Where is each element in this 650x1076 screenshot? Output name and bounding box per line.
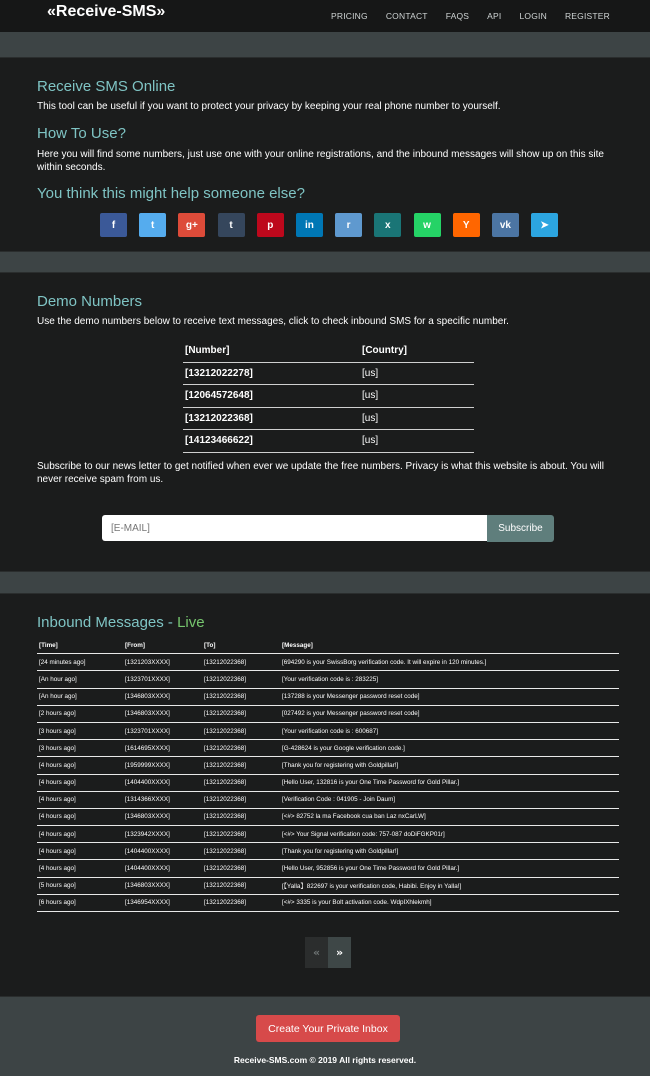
message-to: [13212022368] xyxy=(202,740,280,757)
table-row xyxy=(37,774,619,791)
navbar xyxy=(0,0,650,32)
message-from: [1323701XXXX] xyxy=(123,671,202,688)
table-row xyxy=(37,740,619,757)
table-row xyxy=(37,860,619,877)
message-time: [An hour ago] xyxy=(37,671,123,688)
message-time: [5 hours ago] xyxy=(37,877,123,894)
next-page-button[interactable]: » xyxy=(328,937,351,968)
message-from: [1404400XXXX] xyxy=(123,774,202,791)
hacker-news-icon: Y xyxy=(462,219,470,231)
header-number: [Number] xyxy=(183,340,360,362)
table-row[interactable] xyxy=(183,362,474,385)
whatsapp-icon: w xyxy=(423,219,431,231)
message-text: [027492 is your Messenger password reset code] xyxy=(280,705,619,722)
message-time: [An hour ago] xyxy=(37,688,123,705)
inbound-title xyxy=(37,614,205,631)
message-time: [4 hours ago] xyxy=(37,826,123,843)
message-text: [694290 is your SwissBorg verification code. It will expire in 120 minutes.] xyxy=(280,654,619,671)
table-row xyxy=(37,808,619,825)
nav-register-link[interactable]: REGISTER xyxy=(564,11,610,21)
table-row xyxy=(37,722,619,739)
demo-panel xyxy=(0,272,650,572)
google-plus-icon: g+ xyxy=(185,219,198,231)
table-row xyxy=(37,757,619,774)
inbound-title-text: Inbound Messages - xyxy=(37,614,178,631)
intro-panel xyxy=(0,57,650,252)
table-header-row xyxy=(37,637,619,654)
message-time: [6 hours ago] xyxy=(37,894,123,911)
twitter-icon: t xyxy=(151,219,155,231)
vk-icon: vk xyxy=(499,219,511,231)
message-time: [2 hours ago] xyxy=(37,705,123,722)
demo-country: [us] xyxy=(360,430,474,453)
newsletter-text: Subscribe to our news letter to get notified when ever we update the free numbers. Privacy is what this website is about. You will never receive spam from us. xyxy=(37,461,604,485)
table-row xyxy=(37,894,619,911)
how-to-title: How To Use? xyxy=(37,125,126,142)
inbound-panel xyxy=(0,593,650,997)
pinterest-icon: p xyxy=(267,219,274,231)
share-buttons xyxy=(100,213,570,237)
message-time: [4 hours ago] xyxy=(37,860,123,877)
message-text: [Thank you for registering with Goldpillar!] xyxy=(280,843,619,860)
header-time: [Time] xyxy=(37,637,123,654)
hacker-news-share-button[interactable] xyxy=(453,213,480,237)
message-from: [1314366XXXX] xyxy=(123,791,202,808)
demo-title: Demo Numbers xyxy=(37,293,143,310)
message-to: [13212022368] xyxy=(202,671,280,688)
header-country: [Country] xyxy=(360,340,474,362)
linkedin-icon: in xyxy=(304,219,314,231)
table-row xyxy=(37,705,619,722)
table-row xyxy=(37,877,619,894)
demo-number[interactable]: [14123466622] xyxy=(183,430,360,453)
message-time: [4 hours ago] xyxy=(37,757,123,774)
message-to: [13212022368] xyxy=(202,722,280,739)
message-from: [1614695XXXX] xyxy=(123,740,202,757)
message-to: [13212022368] xyxy=(202,774,280,791)
whatsapp-share-button[interactable] xyxy=(414,213,441,237)
message-to: [13212022368] xyxy=(202,705,280,722)
demo-number[interactable]: [12064572648] xyxy=(183,385,360,408)
vk-share-button[interactable] xyxy=(492,213,519,237)
table-row xyxy=(37,654,619,671)
footer-copyright: Receive-SMS.com © 2019 All rights reserved. xyxy=(233,1055,417,1065)
table-row[interactable] xyxy=(183,430,474,453)
table-row xyxy=(37,671,619,688)
pinterest-share-button[interactable] xyxy=(257,213,284,237)
table-row[interactable] xyxy=(183,385,474,408)
header-message: [Message] xyxy=(280,637,619,654)
twitter-share-button[interactable] xyxy=(139,213,166,237)
message-from: [1959999XXXX] xyxy=(123,757,202,774)
message-time: [3 hours ago] xyxy=(37,722,123,739)
message-from: [1346954XXXX] xyxy=(123,894,202,911)
nav-login-link[interactable]: LOGIN xyxy=(519,11,547,21)
message-to: [13212022368] xyxy=(202,791,280,808)
message-time: [24 minutes ago] xyxy=(37,654,123,671)
message-time: [3 hours ago] xyxy=(37,740,123,757)
pagination xyxy=(305,937,351,968)
demo-number[interactable]: [13212022278] xyxy=(183,362,360,385)
xing-icon: x xyxy=(385,219,391,231)
message-to: [13212022368] xyxy=(202,843,280,860)
table-header-row xyxy=(183,340,474,362)
message-to: [13212022368] xyxy=(202,688,280,705)
nav-api-link[interactable]: API xyxy=(487,11,502,21)
message-text: [Your verification code is : 283225] xyxy=(280,671,619,688)
table-row xyxy=(37,826,619,843)
message-text: [<#> Your Signal verification code: 757-087 doDiFGKP01r] xyxy=(280,826,619,843)
message-to: [13212022368] xyxy=(202,826,280,843)
nav-links xyxy=(313,11,610,21)
nav-pricing-link[interactable]: PRICING xyxy=(331,11,368,21)
message-from: [1346803XXXX] xyxy=(123,705,202,722)
demo-country: [us] xyxy=(360,407,474,430)
email-input[interactable] xyxy=(102,515,487,541)
message-text: [G-428624 is your Google verification code.] xyxy=(280,740,619,757)
demo-number[interactable]: [13212022368] xyxy=(183,407,360,430)
telegram-share-button[interactable] xyxy=(531,213,558,237)
linkedin-share-button[interactable] xyxy=(296,213,323,237)
message-to: [13212022368] xyxy=(202,808,280,825)
demo-country: [us] xyxy=(360,385,474,408)
tumblr-share-button[interactable] xyxy=(218,213,245,237)
create-inbox-button[interactable]: Create Your Private Inbox xyxy=(256,1015,400,1042)
message-from: [1346803XXXX] xyxy=(123,688,202,705)
share-title: You think this might help someone else? xyxy=(37,185,305,202)
message-from: [1323942XXXX] xyxy=(123,826,202,843)
google-plus-share-button[interactable] xyxy=(178,213,205,237)
message-text: [Thank you for registering with Goldpillar!] xyxy=(280,757,619,774)
message-text: [<#> 3335 is your Bolt activation code. WdpIXhlekmh] xyxy=(280,894,619,911)
message-to: [13212022368] xyxy=(202,860,280,877)
message-time: [4 hours ago] xyxy=(37,808,123,825)
table-row xyxy=(37,843,619,860)
telegram-icon: ➤ xyxy=(540,219,549,231)
demo-country: [us] xyxy=(360,362,474,385)
message-text: [Hello User, 132816 is your One Time Password for Gold Pillar.] xyxy=(280,774,619,791)
message-from: [1404400XXXX] xyxy=(123,843,202,860)
tumblr-icon: t xyxy=(229,219,233,231)
message-to: [13212022368] xyxy=(202,654,280,671)
message-text: [Hello User, 952856 is your One Time Password for Gold Pillar.] xyxy=(280,860,619,877)
header-from: [From] xyxy=(123,637,202,654)
reddit-icon: r xyxy=(346,219,351,231)
message-text: [Your verification code is : 600687] xyxy=(280,722,619,739)
message-from: [1346803XXXX] xyxy=(123,877,202,894)
message-to: [13212022368] xyxy=(202,877,280,894)
reddit-share-button[interactable] xyxy=(335,213,362,237)
how-to-text: Here you will find some numbers, just use one with your online registrations, and the inbound messages will show up on this site within seconds. xyxy=(37,149,604,173)
message-from: [1323701XXXX] xyxy=(123,722,202,739)
messages-table xyxy=(37,637,619,912)
message-time: [4 hours ago] xyxy=(37,774,123,791)
xing-share-button[interactable] xyxy=(374,213,401,237)
live-label: Live xyxy=(177,614,205,631)
nav-faqs-link[interactable]: FAQS xyxy=(445,11,470,21)
table-row[interactable] xyxy=(183,407,474,430)
message-from: [1321203XXXX] xyxy=(123,654,202,671)
table-row xyxy=(37,791,619,808)
intro-title: Receive SMS Online xyxy=(37,78,176,95)
table-row xyxy=(37,688,619,705)
demo-text: Use the demo numbers below to receive text messages, click to check inbound SMS for a specific number. xyxy=(37,316,509,327)
message-text: [137288 is your Messenger password reset code] xyxy=(280,688,619,705)
facebook-share-button[interactable] xyxy=(100,213,127,237)
header-to: [To] xyxy=(202,637,280,654)
message-from: [1346803XXXX] xyxy=(123,808,202,825)
message-time: [4 hours ago] xyxy=(37,791,123,808)
message-from: [1404400XXXX] xyxy=(123,860,202,877)
message-to: [13212022368] xyxy=(202,757,280,774)
intro-text: This tool can be useful if you want to protect your privacy by keeping your real phone number to yourself. xyxy=(37,101,501,112)
brand-logo[interactable]: «Receive-SMS» xyxy=(47,3,166,20)
message-text: [【Yalla】822697 is your verification code, Habibi. Enjoy in Yalla!] xyxy=(280,877,619,894)
facebook-icon: f xyxy=(111,219,116,231)
message-text: [Verification Code : 041905 - Join Daum] xyxy=(280,791,619,808)
message-to: [13212022368] xyxy=(202,894,280,911)
demo-numbers-table xyxy=(183,340,474,453)
message-text: [<#> 82752 la ma Facebook cua ban Laz nxCarLW] xyxy=(280,808,619,825)
prev-page-button[interactable]: « xyxy=(305,937,328,968)
message-time: [4 hours ago] xyxy=(37,843,123,860)
subscribe-button[interactable]: Subscribe xyxy=(487,515,554,542)
nav-contact-link[interactable]: CONTACT xyxy=(385,11,428,21)
